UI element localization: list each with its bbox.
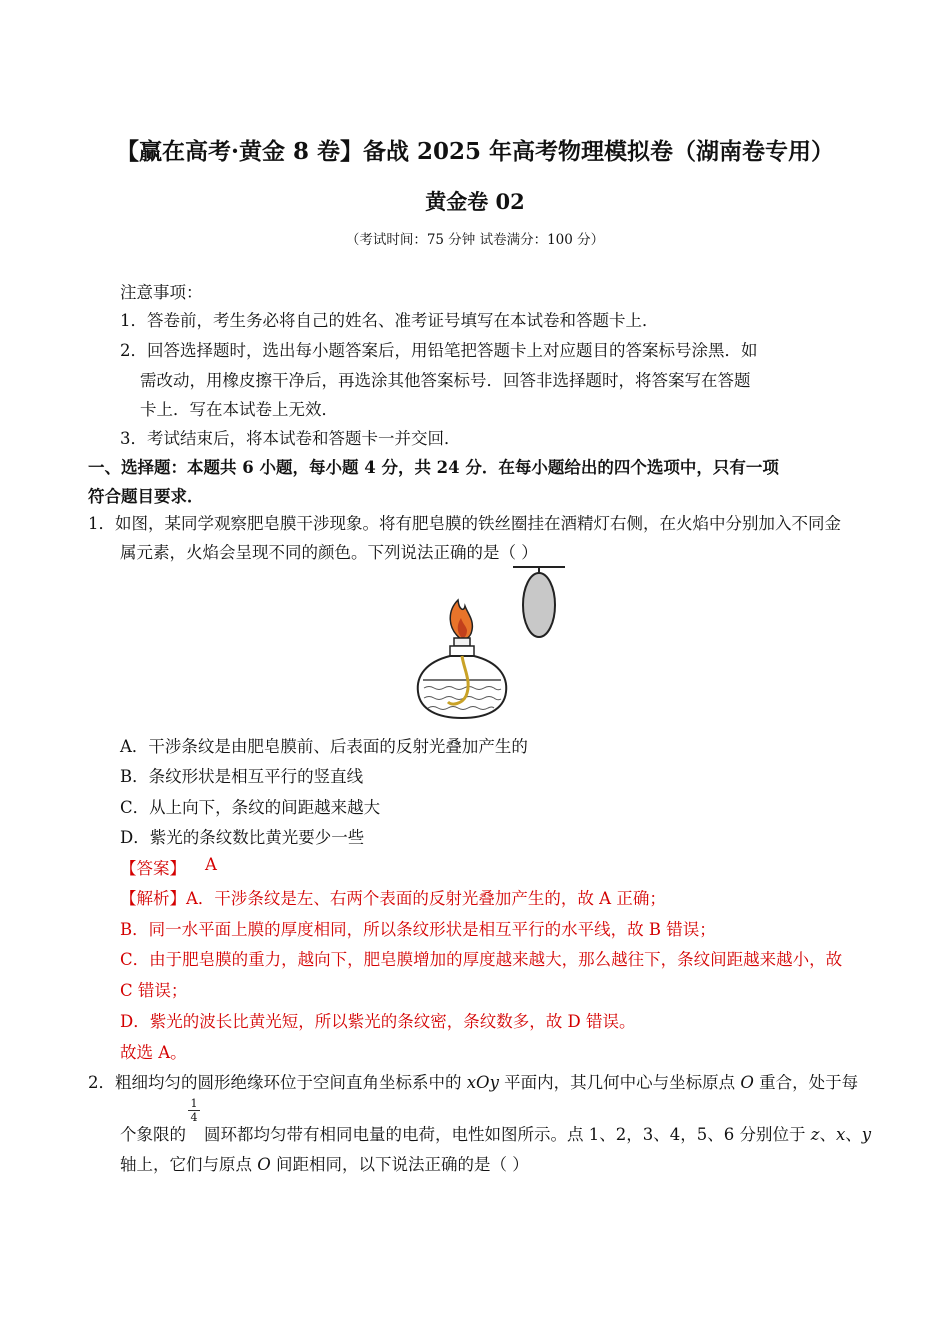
q2-stem-text-c: 重合，处于每 [753, 1073, 859, 1092]
q2-plane-var: xOy [466, 1073, 499, 1092]
q1-analysis-3: C．由于肥皂膜的重力，越向下，肥皂膜增加的厚度越来越大，那么越往下，条纹间距越来越小，故 [120, 950, 843, 969]
page-title: 【赢在高考·黄金 8 卷】备战 2025 年高考物理模拟卷（湖南卷专用） [115, 138, 835, 165]
q2-stem-text-a: 2．粗细均匀的圆形绝缘环位于空间直角坐标系中的 [88, 1073, 467, 1092]
soap-film-frame [513, 567, 565, 637]
quarter-fraction [188, 1097, 200, 1124]
notice-item-1: 1．答卷前，考生务必将自己的姓名、准考证号填写在本试卷和答题卡上． [120, 311, 659, 330]
q1-stem-cont: 属元素，火焰会呈现不同的颜色。下列说法正确的是（ ） [120, 543, 538, 562]
q2-origin-var: O [740, 1073, 754, 1092]
flame-icon [450, 600, 472, 640]
q1-answer: A [205, 855, 217, 874]
section-heading-cont: 符合题目要求． [88, 487, 204, 506]
q2-origin-var-2: O [257, 1155, 271, 1174]
q2-stem-line2 [204, 1121, 871, 1145]
page-subtitle: 黄金卷 02 [425, 189, 525, 214]
separator: 、 [845, 1125, 862, 1144]
q2-stem-line3-a: 轴上，它们与原点 [120, 1155, 258, 1174]
q1-answer-label: 【答案】 [120, 859, 186, 878]
fraction-denominator: 4 [190, 1111, 198, 1124]
q1-option-b: B．条纹形状是相互平行的竖直线 [120, 767, 364, 786]
x-axis-var: x [835, 1125, 846, 1144]
q1-analysis-2: B．同一水平面上膜的厚度相同，所以条纹形状是相互平行的水平线，故 B 错误； [120, 920, 716, 939]
notice-item-2-end: 卡上．写在本试卷上无效． [140, 400, 338, 419]
q2-stem-line2-text: 圆环都均匀带有相同电量的电荷，电性如图所示。点 1、2，3、4，5、6 分别位于 [204, 1125, 811, 1144]
q1-analysis-5: D．紫光的波长比黄光短，所以紫光的条纹密，条纹数多，故 D 错误。 [120, 1012, 636, 1031]
notice-item-2: 2．回答选择题时，选出每小题答案后，用铅笔把答题卡上对应题目的答案标号涂黑．如 [120, 341, 758, 360]
exam-meta: （考试时间：75 分钟 试卷满分：100 分） [345, 232, 605, 248]
y-axis-var: y [861, 1125, 872, 1144]
notice-heading: 注意事项： [120, 283, 203, 302]
q2-stem-line3-b: 间距相同，以下说法正确的是（ ） [270, 1155, 529, 1174]
fraction-numerator: 1 [188, 1097, 200, 1111]
q2-stem-line3 [120, 1151, 529, 1175]
q2-stem-line2-start: 个象限的 [120, 1125, 186, 1144]
q1-analysis-1: 【解析】A．干涉条纹是左、右两个表面的反射光叠加产生的，故 A 正确； [120, 889, 666, 908]
q1-analysis-4: C 错误； [120, 981, 188, 1000]
notice-item-2-cont: 需改动，用橡皮擦干净后，再选涂其他答案标号．回答非选择题时，将答案写在答题 [140, 371, 751, 390]
q2-stem [88, 1069, 858, 1093]
q1-option-a: A．干涉条纹是由肥皂膜前、后表面的反射光叠加产生的 [120, 737, 528, 756]
q1-stem: 1．如图，某同学观察肥皂膜干涉现象。将有肥皂膜的铁丝圈挂在酒精灯右侧，在火焰中分别加入不同金 [88, 514, 841, 533]
separator: 、 [819, 1125, 836, 1144]
notice-item-3: 3．考试结束后，将本试卷和答题卡一并交回． [120, 429, 461, 448]
q1-option-d: D．紫光的条纹数比黄光要少一些 [120, 828, 365, 847]
z-axis-var: z [810, 1125, 820, 1144]
section-heading: 一、选择题：本题共 6 小题，每小题 4 分，共 24 分．在每小题给出的四个选项中，只有一项 [88, 458, 779, 477]
alcohol-lamp-figure [410, 562, 570, 722]
q1-option-c: C．从上向下，条纹的间距越来越大 [120, 798, 381, 817]
lamp-body [418, 638, 506, 718]
q1-analysis-6: 故选 A。 [120, 1043, 187, 1062]
q2-stem-text-b: 平面内，其几何中心与坐标原点 [498, 1073, 741, 1092]
